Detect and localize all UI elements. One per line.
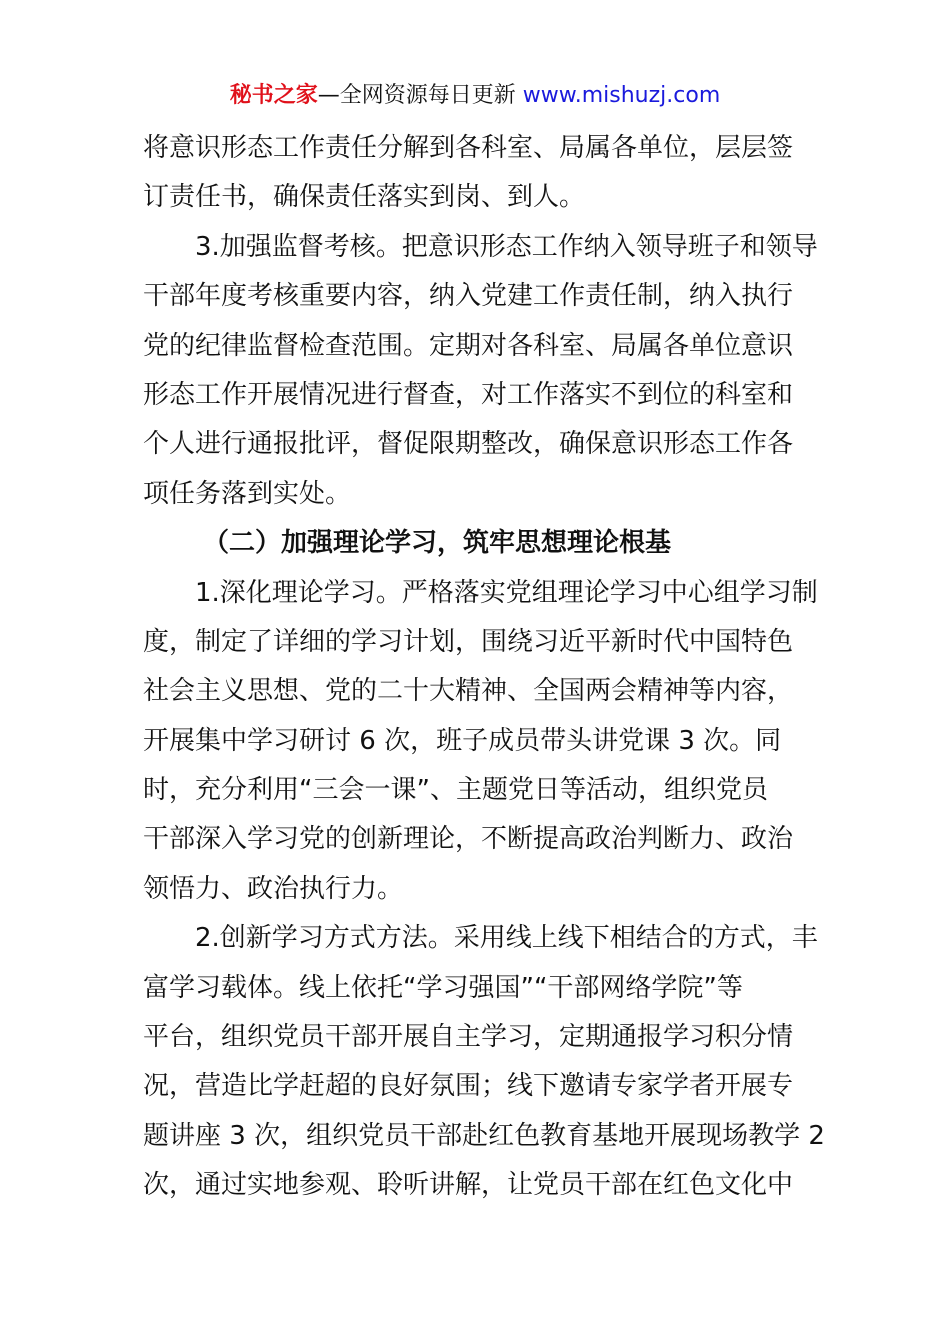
document-body bbox=[143, 124, 825, 1211]
text-line: 将意识形态工作责任分解到各科室、局属各单位，层层签 bbox=[143, 133, 794, 163]
text-line: 订责任书，确保责任落实到岗、到人。 bbox=[143, 182, 586, 213]
text-line: 富学习载体。线上依托“学习强国”“干部网络学院”等 bbox=[143, 972, 743, 1003]
text-line: 党的纪律监督检查范围。定期对各科室、局属各单位意识 bbox=[143, 330, 794, 361]
text-line: 次，通过实地参观、聆听讲解，让党员干部在红色文化中 bbox=[143, 1170, 794, 1201]
text-line: 开展集中学习研讨 6 次，班子成员带头讲党课 3 次。同 bbox=[143, 725, 782, 756]
site-url-link[interactable]: www.mishuzj.com bbox=[522, 83, 721, 108]
text-line: 3.加强监督考核。把意识形态工作纳入领导班子和领导 bbox=[195, 231, 818, 262]
text-line: 个人进行通报批评，督促限期整改，确保意识形态工作各 bbox=[143, 429, 794, 460]
text-line: 1.深化理论学习。严格落实党组理论学习中心组学习制 bbox=[195, 577, 818, 608]
text-line: 领悟力、政治执行力。 bbox=[143, 873, 404, 904]
text-line: 2.创新学习方式方法。采用线上线下相结合的方式，丰 bbox=[195, 923, 818, 954]
text-line: 时，充分利用“三会一课”、主题党日等活动，组织党员 bbox=[143, 775, 768, 806]
text-line: 度，制定了详细的学习计划，围绕习近平新时代中国特色 bbox=[143, 626, 794, 657]
text-line: 社会主义思想、党的二十大精神、全国两会精神等内容， bbox=[143, 676, 794, 707]
text-line: 干部深入学习党的创新理论，不断提高政治判断力、政治 bbox=[143, 824, 794, 855]
site-brand: 秘书之家 bbox=[229, 83, 318, 108]
site-slogan: —全网资源每日更新 bbox=[317, 83, 523, 108]
text-line: 题讲座 3 次，组织党员干部赴红色教育基地开展现场教学 2 bbox=[143, 1120, 825, 1151]
text-line: 况，营造比学赶超的良好氛围；线下邀请专家学者开展专 bbox=[143, 1071, 794, 1102]
text-line: 形态工作开展情况进行督查，对工作落实不到位的科室和 bbox=[143, 379, 794, 410]
text-line: 项任务落到实处。 bbox=[143, 478, 352, 509]
site-header bbox=[0, 80, 950, 112]
text-line: 平台，组织党员干部开展自主学习，定期通报学习积分情 bbox=[143, 1022, 794, 1053]
text-line: 干部年度考核重要内容，纳入党建工作责任制，纳入执行 bbox=[143, 281, 794, 312]
section-heading: （二）加强理论学习，筑牢思想理论根基 bbox=[203, 528, 672, 559]
